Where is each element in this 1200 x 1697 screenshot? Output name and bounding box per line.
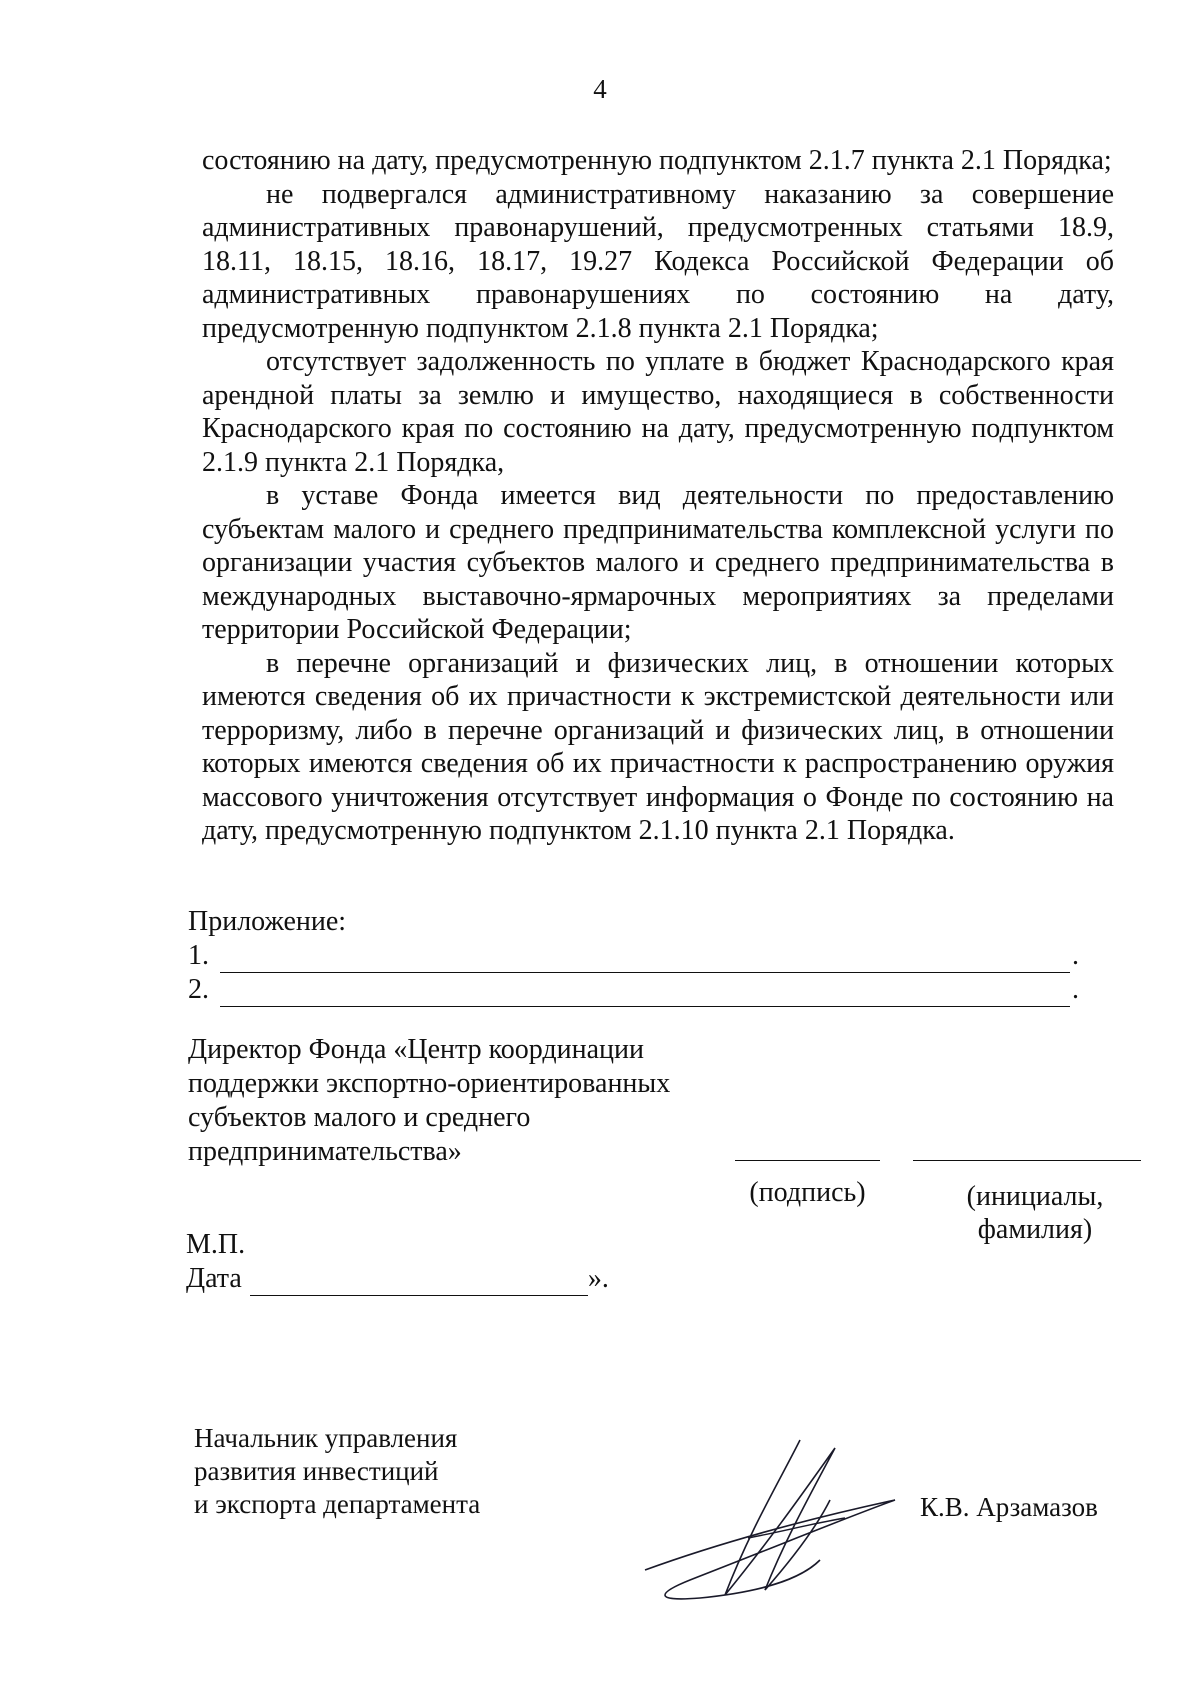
attachment-end-mark: . [1072,974,1079,1005]
attachment-number: 2. [188,974,209,1005]
date-end-mark: ». [587,1263,609,1294]
director-line: поддержки экспортно-ориентированных [188,1068,671,1099]
signature-caption: (подпись) [749,1177,866,1208]
attachment-blank-line [220,982,1070,1007]
paragraph-4: в уставе Фонда имеется вид деятельности по предоставлению субъектам малого и среднего предпринимательства комплексной услуги по организации участия субъектов малого и среднего предпринимательства в международных выставочно-ярмарочных мероприятиях за пределами территории Российской Федерации; [202,480,1114,645]
chief-title [194,1422,554,1521]
attachment-item-1 [188,939,1079,973]
chief-line: Начальник управления [194,1423,458,1453]
date-blank-line [250,1271,588,1296]
stamp-mark: М.П. [186,1229,246,1260]
attachment-end-mark: . [1072,940,1079,971]
handwritten-signature [630,1420,930,1620]
chief-line: и экспорта департамента [194,1489,481,1519]
date-label: Дата [186,1263,242,1294]
initials-caption [930,1180,1140,1246]
paragraph-1: состоянию на дату, предусмотренную подпунктом 2.1.7 пункта 2.1 Порядка; [202,145,1112,176]
page-number: 4 [593,74,607,104]
paragraph-5: в перечне организаций и физических лиц, в отношении которых имеются сведения об их причастности к экстремистской деятельности или терроризму, либо в перечне организаций и физических лиц, в отношении которых имеются сведения об их причастности к распространению оружия массового уничтожения отсутствует информация о Фонде по состоянию на дату, предусмотренную подпунктом 2.1.10 пункта 2.1 Порядка. [202,647,1114,846]
initials-caption-line: (инициалы, [966,1181,1104,1212]
date-row [186,1262,609,1296]
attachment-number: 1. [188,940,209,971]
director-title [188,1033,708,1169]
director-line: субъектов малого и среднего [188,1102,531,1133]
signature-blank-line [735,1160,880,1161]
initials-caption-line: фамилия) [977,1214,1093,1245]
paragraph-3: отсутствует задолженность по уплате в бюджет Краснодарского края арендной платы за землю и имущество, находящиеся в собственности Краснодарского края по состоянию на дату, предусмотренную подпунктом 2.1.9 пункта 2.1 Порядка, [202,346,1114,478]
chief-name: К.В. Арзамазов [920,1492,1098,1522]
attachment-block [188,905,1079,1007]
director-line: предпринимательства» [188,1136,462,1167]
attachment-blank-line [220,948,1070,973]
paragraph-2: не подвергался административному наказанию за совершение административных правонарушений, предусмотренных статьями 18.9, 18.11, 18.15, 18.16, 18.17, 19.27 Кодекса Российской Федерации об административных правонарушениях по состоянию на дату, предусмотренную подпунктом 2.1.8 пункта 2.1 Порядка; [202,178,1114,344]
attachment-item-2 [188,973,1079,1007]
director-line: Директор Фонда «Центр координации [188,1034,645,1065]
chief-line: развития инвестиций [194,1456,439,1486]
attachment-heading: Приложение: [188,906,347,937]
body-text [202,144,1114,848]
initials-blank-line [913,1160,1141,1161]
